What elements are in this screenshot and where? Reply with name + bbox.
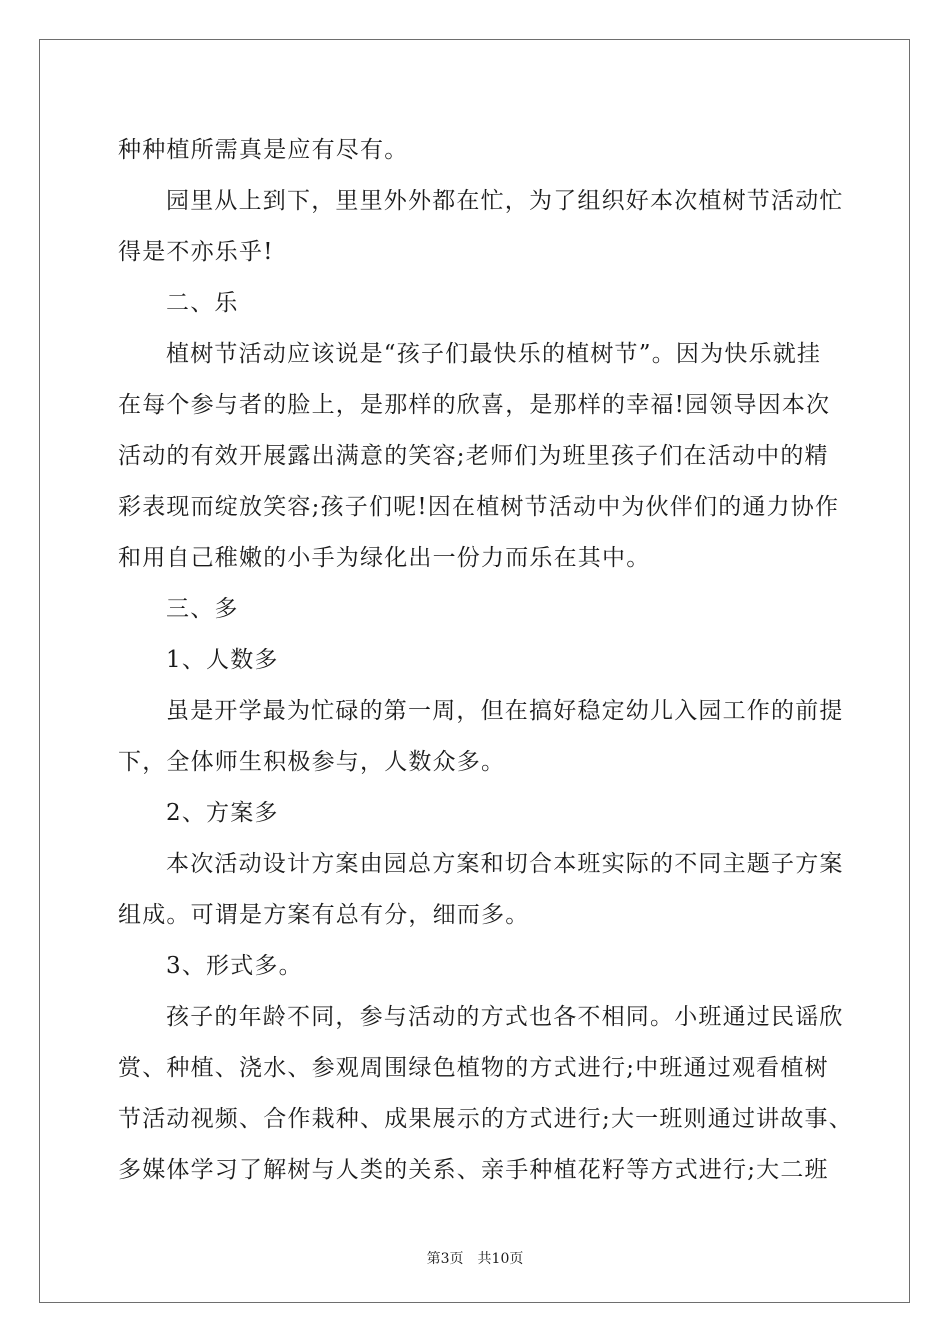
paragraph-line: 节活动视频、合作栽种、成果展示的方式进行;大一班则通过讲故事、 (118, 1106, 853, 1132)
paragraph-line: 组成。可谓是方案有总有分，细而多。 (118, 902, 530, 928)
section-heading: 二、乐 (166, 290, 239, 316)
subsection-heading: 1、人数多 (166, 647, 279, 673)
paragraph-line: 彩表现而绽放笑容;孩子们呢!因在植树节活动中为伙伴们的通力协作 (118, 494, 840, 520)
page-number: 第3页 (426, 1251, 464, 1267)
paragraph-line: 在每个参与者的脸上，是那样的欣喜，是那样的幸福!园领导因本次 (118, 392, 831, 418)
paragraph-line: 和用自己稚嫩的小手为绿化出一份力而乐在其中。 (118, 545, 651, 571)
subsection-heading: 3、形式多。 (166, 953, 303, 979)
page-total: 共10页 (477, 1251, 524, 1267)
document-body (118, 125, 853, 1196)
paragraph-line: 园里从上到下，里里外外都在忙，为了组织好本次植树节活动忙 (166, 188, 844, 214)
subsection-heading: 2、方案多 (166, 800, 279, 826)
paragraph-line: 多媒体学习了解树与人类的关系、亲手种植花籽等方式进行;大二班 (118, 1157, 829, 1183)
page-footer (0, 1248, 950, 1268)
paragraph-line: 本次活动设计方案由园总方案和切合本班实际的不同主题子方案 (166, 851, 844, 877)
paragraph-line: 下，全体师生积极参与，人数众多。 (118, 749, 506, 775)
paragraph-line: 活动的有效开展露出满意的笑容;老师们为班里孩子们在活动中的精 (118, 443, 829, 469)
paragraph-line: 植树节活动应该说是“孩子们最快乐的植树节”。因为快乐就挂 (166, 341, 822, 367)
paragraph-line: 种种植所需真是应有尽有。 (118, 137, 409, 163)
paragraph-line: 孩子的年龄不同，参与活动的方式也各不相同。小班通过民谣欣 (166, 1004, 844, 1030)
section-heading: 三、多 (166, 596, 239, 622)
paragraph-line: 赏、种植、浇水、参观周围绿色植物的方式进行;中班通过观看植树 (118, 1055, 829, 1081)
paragraph-line: 得是不亦乐乎! (118, 239, 274, 265)
paragraph-line: 虽是开学最为忙碌的第一周，但在搞好稳定幼儿入园工作的前提 (166, 698, 844, 724)
